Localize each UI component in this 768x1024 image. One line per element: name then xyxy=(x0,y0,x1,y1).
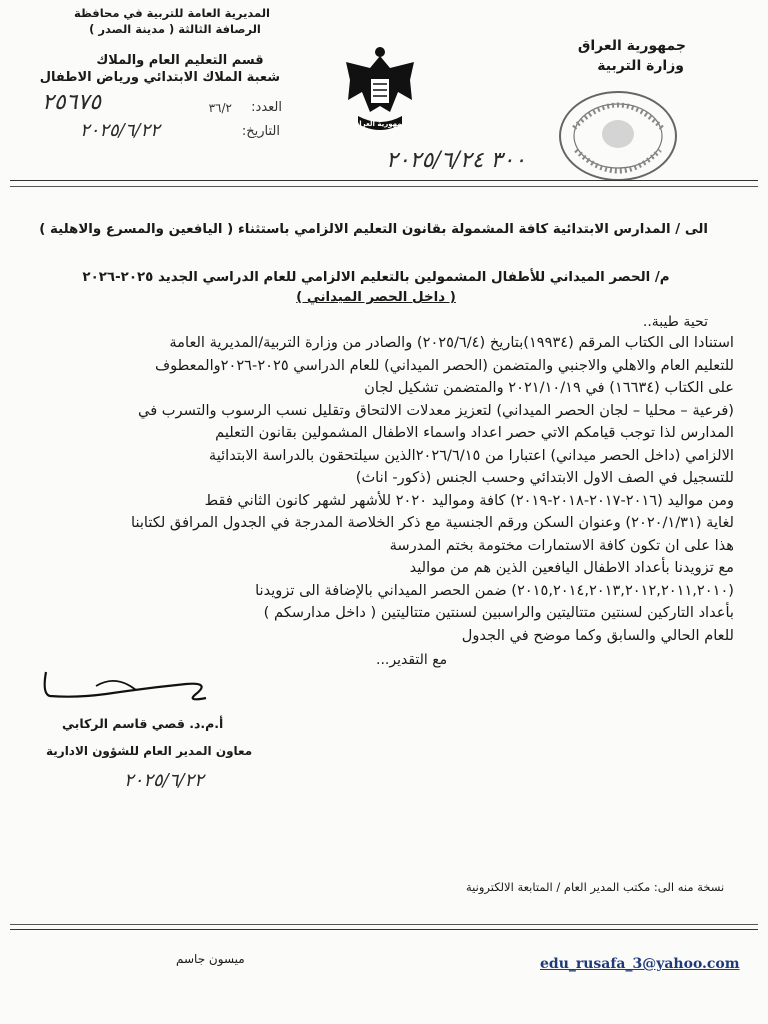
closing-line: مع التقدير... xyxy=(376,652,448,668)
signature xyxy=(36,664,236,714)
body-line: للعام الحالي والسابق وكما موضح في الجدول xyxy=(461,626,734,644)
directorate-line1: المديرية العامة للتربية في محافظة xyxy=(74,6,270,20)
department-line: قسم التعليم العام والملاك xyxy=(96,53,264,68)
addressee-line: الى / المدارس الابتدائية كافة المشمولة بقانون التعليم الالزامي باستثناء ( اليافعين والمسرع والاهلية ) xyxy=(39,222,708,237)
subject-line: م/ الحصر الميداني للأطفال المشمولين بالتعليم الالزامي للعام الدراسي الجديد ٢٠٢٥-٢٠٢٦ xyxy=(82,270,670,285)
body-line: بأعداد التاركين لسنتين متتاليتين والراسبين لسنتين متتاليتين ( داخل مدارسكم ) xyxy=(263,604,734,621)
letter-date xyxy=(80,120,280,146)
body-line: للتعليم العام والاهلي والاجنبي والمتضمن (الحصر الميداني) للعام الدراسي ٢٠٢٥-٢٠٢٦والمعطوف xyxy=(155,356,734,374)
ministry-title: وزارة التربية xyxy=(597,58,684,74)
header-rule xyxy=(10,180,758,181)
greeting: تحية طيبة.. xyxy=(642,314,708,330)
body-line: هذا على ان تكون كافة الاستمارات مختومة بختم المدرسة xyxy=(389,536,734,554)
number-label: العدد: xyxy=(251,100,282,115)
body-line: لغاية (٢٠٢٠/١/٣١) وعنوان السكن ورقم الجنسية مع ذكر الخلاصة المدرجة في الجدول المرافق لكتابنا xyxy=(131,514,734,531)
signature-date: ٢٠٢٥/٦/٢٢ xyxy=(124,770,204,791)
seal-icon xyxy=(556,88,680,184)
footer-name: ميسون جاسم xyxy=(176,952,245,966)
body-line: للتسجيل في الصف الاول الابتدائي وحسب الجنس (ذكور- اناث) xyxy=(355,469,734,486)
number-handwritten: ٢٥٦٧٥ xyxy=(42,90,102,115)
subject-subtitle: ( داخل الحصر الميداني ) xyxy=(296,290,456,305)
body-line: (فرعية – محليا – لجان الحصر الميداني) لتعزيز معدلات الالتحاق وتقليل نسب الرسوب والتسرب في xyxy=(138,401,734,419)
signatory-title: معاون المدير العام للشؤون الادارية xyxy=(46,744,253,758)
reference-number xyxy=(42,90,282,122)
body-line: المدارس لذا توجب قيامكم الاتي حصر اعداد واسماء الاطفال المشمولين بقانون التعليم xyxy=(215,424,734,441)
incoming-stamp-number: ٣٠٠ ٢٠٢٥/٦/٢٤ xyxy=(386,148,526,173)
body-line: الالزامي (داخل الحصر ميداني) اعتبارا من ٢٠٢٦/٦/١٥الذين سيلتحقون بالدراسة الابتدائية xyxy=(208,446,734,464)
body-line: على الكتاب (١٦٦٣٤) في ٢٠٢١/١٠/١٩ والمتضمن تشكيل لجان xyxy=(364,379,734,396)
body-line: مع تزويدنا بأعداد الاطفال اليافعين الذين هم من مواليد xyxy=(409,559,734,576)
official-stamp xyxy=(556,88,680,184)
republic-title: جمهورية العراق xyxy=(577,38,686,54)
body-line: استنادا الى الكتاب المرقم (١٩٩٣٤)بتاريخ (٢٠٢٥/٦/٤) والصادر من وزارة التربية/المديرية العامة xyxy=(169,334,734,351)
footer-rule xyxy=(10,924,758,925)
footer-email[interactable]: edu_rusafa_3@yahoo.com xyxy=(540,956,740,972)
emblem-caption: جمهورية العراق xyxy=(352,120,408,128)
iraq-emblem xyxy=(340,40,420,140)
header-rule-secondary xyxy=(10,186,758,187)
signatory-name: أ.م.د. قصي قاسم الركابي xyxy=(62,716,224,731)
footer-rule-secondary xyxy=(10,929,758,930)
number-value: ٣٦/٢ xyxy=(208,101,232,115)
body-line: ومن مواليد (٢٠١٦-٢٠١٧-٢٠١٨-٢٠١٩) كافة ومواليد ٢٠٢٠ للأشهر لشهر كانون الثاني فقط xyxy=(204,491,734,509)
body-line: (٢٠١٥,٢٠١٤,٢٠١٣,٢٠١٢,٢٠١١,٢٠١٠) ضمن الحصر الميداني بالإضافة الى تزويدنا xyxy=(255,581,734,599)
letter-body xyxy=(62,332,734,647)
cc-line: نسخة منه الى: مكتب المدير العام / المتابعة الالكترونية xyxy=(466,880,725,894)
date-value: ٢٠٢٥/٦/٢٢ xyxy=(80,120,160,141)
section-line: شعبة الملاك الابتدائي ورياض الاطفال xyxy=(39,70,280,85)
directorate-line2: الرصافة الثالثة ( مدينة الصدر ) xyxy=(89,22,261,36)
handwritten-signature-icon xyxy=(36,664,236,714)
date-label: التاريخ: xyxy=(241,124,280,139)
